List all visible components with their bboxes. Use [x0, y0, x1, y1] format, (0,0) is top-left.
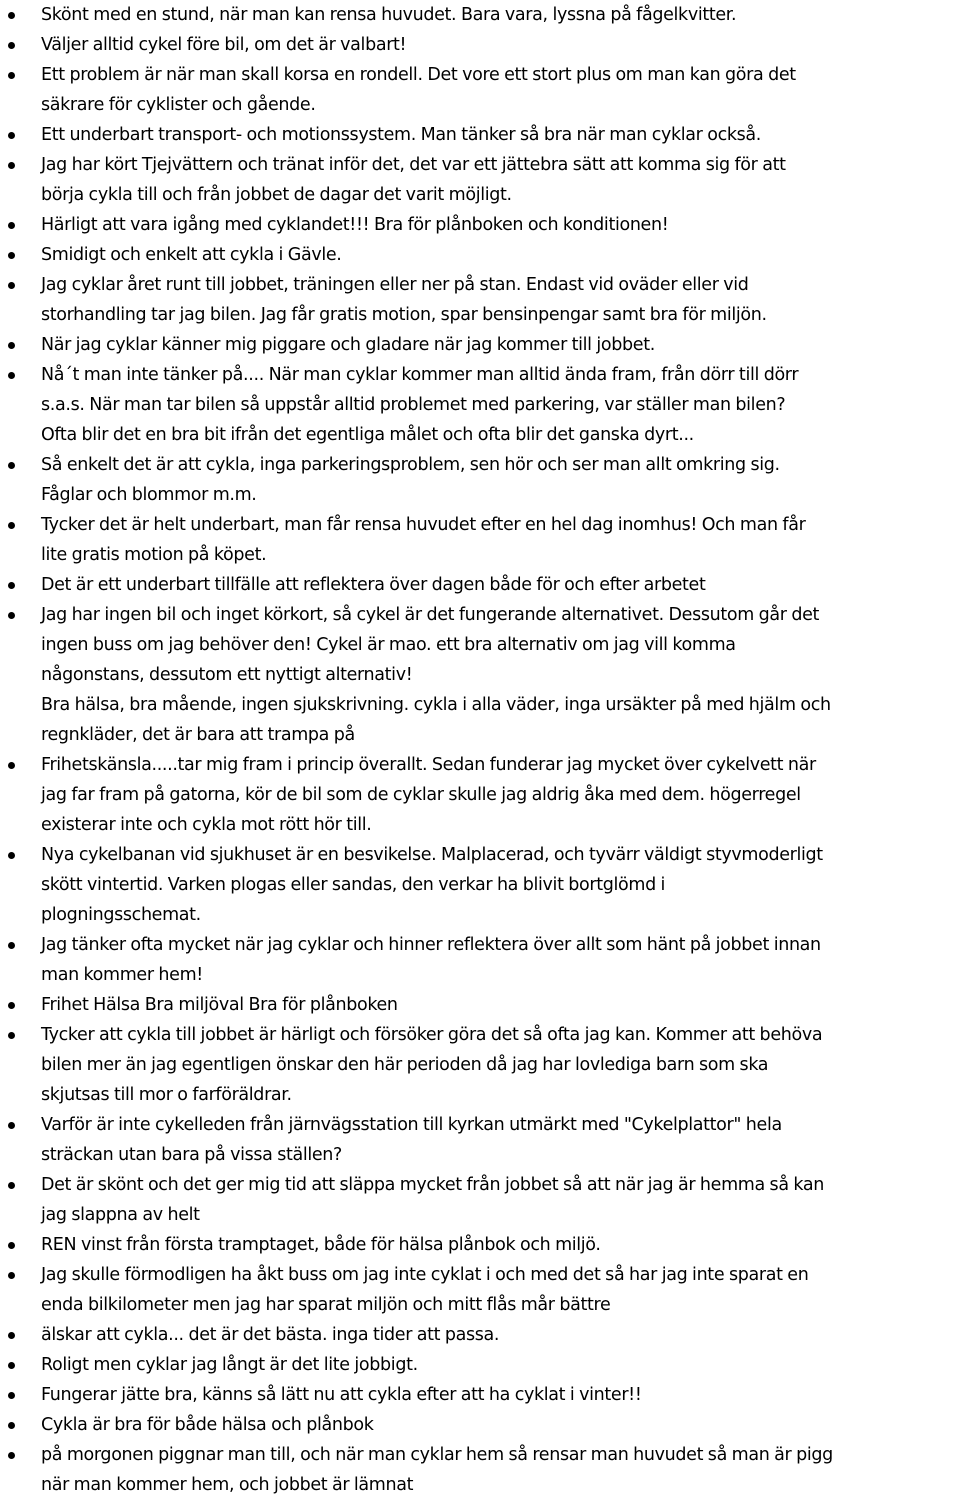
list-item-text-line: skjutsas till mor o farföräldrar. — [41, 1085, 292, 1105]
list-item-text-line: existerar inte och cykla mot rött hör till. — [41, 815, 372, 835]
list-item-text-line: Ofta blir det en bra bit ifrån det egentliga målet och ofta blir det ganska dyrt... — [41, 425, 694, 445]
list-item-text-line: regnkläder, det är bara att trampa på — [41, 725, 355, 745]
list-item-text-line: Ett underbart transport- och motionssystem. Man tänker så bra när man cyklar också. — [41, 125, 762, 145]
list-item-text-line: älskar att cykla... det är det bästa. inga tider att passa. — [41, 1325, 500, 1345]
list-item-text-line: Jag har kört Tjejvättern och tränat inför det, det var ett jättebra sätt att komma sig för att — [41, 155, 786, 175]
bullet-dot-icon — [8, 1422, 15, 1429]
list-item — [0, 270, 960, 330]
list-item-text-line: någonstans, dessutom ett nyttigt alternativ! — [41, 665, 413, 685]
list-item-text-line: Varför är inte cykelleden från järnvägsstation till kyrkan utmärkt med "Cykelplattor" hela — [41, 1115, 782, 1135]
list-item-text-line: Ett problem är när man skall korsa en rondell. Det vore ett stort plus om man kan göra det — [41, 65, 796, 85]
list-item — [0, 1110, 960, 1170]
list-item-text-line: Tycker det är helt underbart, man får rensa huvudet efter en hel dag inomhus! Och man får — [41, 515, 806, 535]
list-item-text-line: När jag cyklar känner mig piggare och gladare när jag kommer till jobbet. — [41, 335, 655, 355]
list-item — [0, 1170, 960, 1230]
list-item-text-line: Jag tänker ofta mycket när jag cyklar och hinner reflektera över allt som hänt på jobbet innan — [41, 935, 821, 955]
list-item — [0, 570, 960, 600]
list-item-text-line: s.a.s. När man tar bilen så uppstår alltid problemet med parkering, var ställer man bilen? — [41, 395, 786, 415]
bullet-dot-icon — [8, 1182, 15, 1189]
bullet-dot-icon — [8, 1362, 15, 1369]
list-item — [0, 330, 960, 360]
bullet-dot-icon — [8, 762, 15, 769]
list-item — [0, 30, 960, 60]
bullet-dot-icon — [8, 282, 15, 289]
list-item — [0, 1440, 960, 1500]
list-item — [0, 210, 960, 240]
bullet-dot-icon — [8, 72, 15, 79]
list-item-text-line: på morgonen piggnar man till, och när man cyklar hem så rensar man huvudet så man är pigg — [41, 1445, 833, 1465]
bullet-dot-icon — [8, 1122, 15, 1129]
list-item — [0, 240, 960, 270]
list-item — [0, 1260, 960, 1320]
list-item-text-line: Roligt men cyklar jag långt är det lite jobbigt. — [41, 1355, 418, 1375]
list-item-text-line: lite gratis motion på köpet. — [41, 545, 267, 565]
list-item-text-line: Det är skönt och det ger mig tid att släppa mycket från jobbet så att när jag är hemma så kan — [41, 1175, 825, 1195]
list-item-text-line: Det är ett underbart tillfälle att reflektera över dagen både för och efter arbetet — [41, 575, 706, 595]
list-item — [0, 1380, 960, 1410]
list-item-text-line: Nya cykelbanan vid sjukhuset är en besvikelse. Malplacerad, och tyvärr väldigt styvmoderligt — [41, 845, 823, 865]
list-item-text-line: Tycker att cykla till jobbet är härligt och försöker göra det så ofta jag kan. Kommer att behöva — [41, 1025, 823, 1045]
list-item — [0, 840, 960, 930]
list-item — [0, 990, 960, 1020]
bullet-dot-icon — [8, 12, 15, 19]
bullet-dot-icon — [8, 1242, 15, 1249]
list-item-text-line: REN vinst från första tramptaget, både för hälsa plånbok och miljö. — [41, 1235, 601, 1255]
list-item — [0, 360, 960, 450]
list-item — [0, 60, 960, 120]
list-item-text-line: jag far fram på gatorna, kör de bil som de cyklar skulle jag aldrig åka med dem. högerregel — [41, 785, 801, 805]
list-item-text-line: Jag skulle förmodligen ha åkt buss om jag inte cyklat i och med det så har jag inte sparat en — [41, 1265, 809, 1285]
bullet-dot-icon — [8, 132, 15, 139]
list-item — [0, 1320, 960, 1350]
list-item-text-line: Jag cyklar året runt till jobbet, träningen eller ner på stan. Endast vid oväder eller vid — [41, 275, 749, 295]
list-item — [0, 1350, 960, 1380]
list-item — [0, 120, 960, 150]
bullet-dot-icon — [8, 222, 15, 229]
list-item-text-line: Härligt att vara igång med cyklandet!!! Bra för plånboken och konditionen! — [41, 215, 669, 235]
list-item-text-line: Nå´t man inte tänker på.... När man cyklar kommer man alltid ända fram, från dörr till dörr — [41, 365, 799, 385]
list-item — [0, 1020, 960, 1110]
list-item — [0, 750, 960, 840]
list-item-text-line: Frihetskänsla.....tar mig fram i princip överallt. Sedan funderar jag mycket över cykelvett när — [41, 755, 816, 775]
list-item-text-line: säkrare för cyklister och gående. — [41, 95, 316, 115]
bullet-dot-icon — [8, 162, 15, 169]
bullet-dot-icon — [8, 342, 15, 349]
list-item-text-line: plogningsschemat. — [41, 905, 201, 925]
bullet-dot-icon — [8, 1272, 15, 1279]
bullet-dot-icon — [8, 522, 15, 529]
list-item-text-line: Bra hälsa, bra mående, ingen sjukskrivning. cykla i alla väder, inga ursäkter på med hjälm och — [41, 695, 831, 715]
list-item-text-line: sträckan utan bara på vissa ställen? — [41, 1145, 342, 1165]
list-item-text-line: Väljer alltid cykel före bil, om det är valbart! — [41, 35, 407, 55]
list-item-text-line: Skönt med en stund, när man kan rensa huvudet. Bara vara, lyssna på fågelkvitter. — [41, 5, 737, 25]
list-item-text-line: bilen mer än jag egentligen önskar den här perioden då jag har lovlediga barn som ska — [41, 1055, 769, 1075]
list-item-text-line: jag slappna av helt — [41, 1205, 200, 1225]
bullet-dot-icon — [8, 942, 15, 949]
list-item-text-line: man kommer hem! — [41, 965, 203, 985]
list-item-text-line: börja cykla till och från jobbet de dagar det varit möjligt. — [41, 185, 512, 205]
list-item-text-line: storhandling tar jag bilen. Jag får gratis motion, spar bensinpengar samt bra för miljön. — [41, 305, 767, 325]
bullet-dot-icon — [8, 1032, 15, 1039]
list-item-text-line: ingen buss om jag behöver den! Cykel är mao. ett bra alternativ om jag vill komma — [41, 635, 736, 655]
list-item — [0, 0, 960, 30]
list-item-text-line: Cykla är bra för både hälsa och plånbok — [41, 1415, 374, 1435]
list-item-text-line: Jag har ingen bil och inget körkort, så cykel är det fungerande alternativet. Dessutom går det — [41, 605, 820, 625]
bullet-dot-icon — [8, 42, 15, 49]
list-item-text-line: Fungerar jätte bra, känns så lätt nu att cykla efter att ha cyklat i vinter!! — [41, 1385, 642, 1405]
bullet-dot-icon — [8, 582, 15, 589]
bullet-dot-icon — [8, 852, 15, 859]
list-item-text-line: Smidigt och enkelt att cykla i Gävle. — [41, 245, 342, 265]
bullet-dot-icon — [8, 1332, 15, 1339]
list-item-text-line: Frihet Hälsa Bra miljöval Bra för plånboken — [41, 995, 398, 1015]
list-item-text-line: enda bilkilometer men jag har sparat miljön och mitt flås mår bättre — [41, 1295, 611, 1315]
list-item-text-line: Så enkelt det är att cykla, inga parkeringsproblem, sen hör och ser man allt omkring sig. — [41, 455, 780, 475]
list-item — [0, 600, 960, 750]
bullet-dot-icon — [8, 1392, 15, 1399]
bullet-dot-icon — [8, 372, 15, 379]
bullet-dot-icon — [8, 612, 15, 619]
list-item — [0, 1410, 960, 1440]
list-item-text-line: Fåglar och blommor m.m. — [41, 485, 257, 505]
bullet-dot-icon — [8, 1002, 15, 1009]
list-item — [0, 150, 960, 210]
bullet-dot-icon — [8, 252, 15, 259]
list-item — [0, 1230, 960, 1260]
bullet-dot-icon — [8, 1452, 15, 1459]
list-item-text-line: skött vintertid. Varken plogas eller sandas, den verkar ha blivit bortglömd i — [41, 875, 666, 895]
bullet-dot-icon — [8, 462, 15, 469]
list-item — [0, 510, 960, 570]
list-item — [0, 930, 960, 990]
list-item-text-line: när man kommer hem, och jobbet är lämnat — [41, 1475, 414, 1495]
list-item — [0, 450, 960, 510]
